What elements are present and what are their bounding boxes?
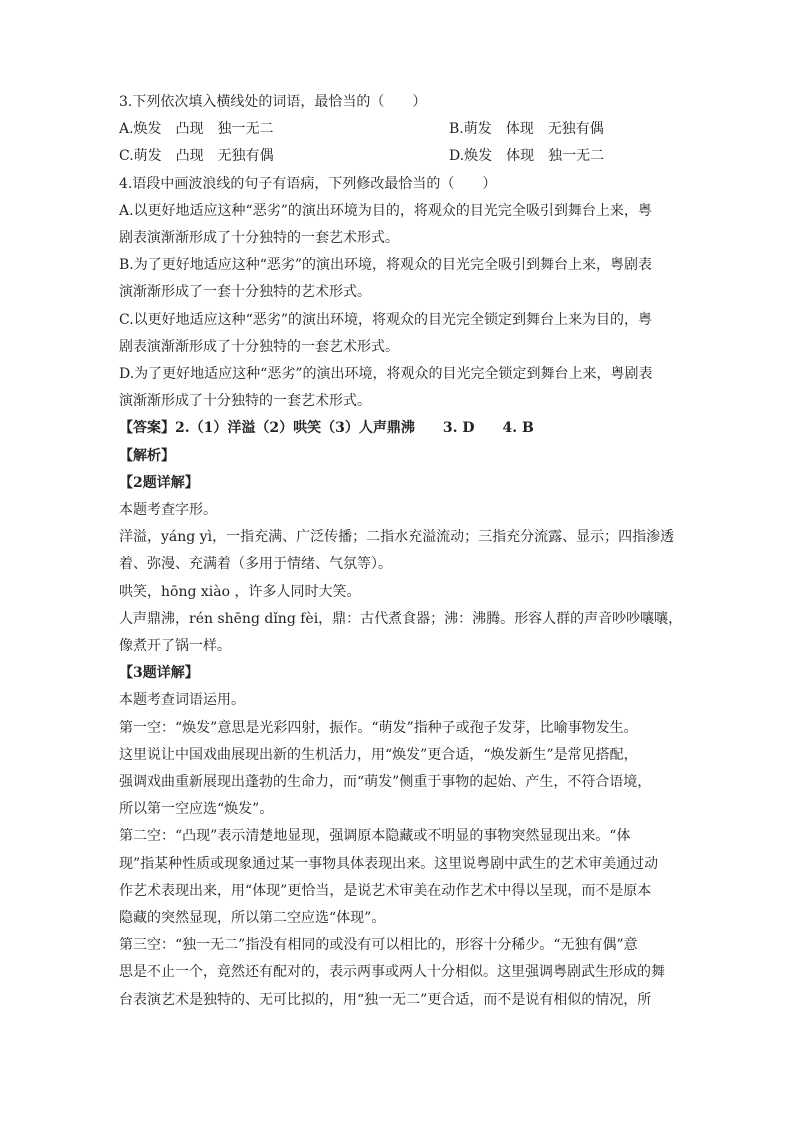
text-line: 作艺术表现出来，用“体现”更恰当，是说艺术审美在动作艺术中得以呈现，而不是原本 bbox=[119, 882, 652, 899]
text-line: A.以更好地适应这种“恶劣”的演出环境为目的，将观众的目光完全吸引到舞台上来，粤 bbox=[119, 202, 652, 219]
text-line: 第三空：“独一无二”指没有相同的或没有可以相比的，形容十分稀少。“无独有偶”意 bbox=[119, 937, 638, 954]
text-line: 3.下列依次填入横线处的词语，最恰当的（ ） bbox=[119, 94, 427, 110]
text-line: 4.语段中画波浪线的句子有语病，下列修改最恰当的（ ） bbox=[119, 175, 497, 192]
text-line: 着、弥漫、充满着（多用于情绪、气氛等）。 bbox=[119, 556, 392, 573]
section-heading: 【3题详解】 bbox=[119, 665, 199, 682]
text-line: C.以更好地适应这种“恶劣”的演出环境，将观众的目光完全锁定到舞台上来为目的，粤 bbox=[119, 311, 652, 328]
option-right: D.焕发 体现 独一无二 bbox=[449, 148, 605, 165]
text-line: 第二空：“凸现”表示清楚地显现，强调原本隐藏或不明显的事物突然显现出来。“体 bbox=[119, 828, 631, 845]
option-left: C.萌发 凸现 无独有偶 bbox=[119, 148, 274, 165]
text-line: 所以第一空应选“焕发”。 bbox=[119, 801, 274, 818]
option-row bbox=[119, 120, 679, 138]
option-row bbox=[119, 147, 679, 165]
option-left: A.焕发 凸现 独一无二 bbox=[119, 121, 274, 138]
option-right: B.萌发 体现 无独有偶 bbox=[449, 121, 604, 138]
text-line: 哄笑，hōng xiào ，许多人同时大笑。 bbox=[119, 583, 361, 600]
text-line: 第一空：“焕发”意思是光彩四射，振作。“萌发”指种子或孢子发芽，比喻事物发生。 bbox=[119, 719, 638, 736]
text-line: 演渐渐形成了十分独特的一套艺术形式。 bbox=[119, 393, 371, 410]
text-line: 隐藏的突然显现，所以第二空应选“体现”。 bbox=[119, 910, 386, 926]
text-line: 强调戏曲重新展现出蓬勃的生命力，而“萌发”侧重于事物的起始、产生，不符合语境， bbox=[119, 774, 652, 790]
text-line: 本题考查字形。 bbox=[119, 502, 217, 518]
section-heading: 【解析】 bbox=[119, 447, 175, 464]
text-line: 像煮开了锅一样。 bbox=[119, 638, 231, 654]
text-line: 现”指某种性质或现象通过某一事物具体表现出来。这里说粤剧中武生的艺术审美通过动 bbox=[119, 855, 659, 872]
text-line: 洋溢，yáng yì，一指充满、广泛传播；二指水充溢流动；三指充分流露、显示；四指渗透 bbox=[119, 529, 675, 546]
text-line: 演渐渐形成了一套十分独特的艺术形式。 bbox=[119, 284, 371, 301]
text-line: 剧表演渐渐形成了十分独特的一套艺术形式。 bbox=[119, 230, 399, 246]
text-line: 这里说让中国戏曲展现出新的生机活力，用“焕发”更合适，“焕发新生”是常见搭配， bbox=[119, 746, 638, 763]
text-line: D.为了更好地适应这种“恶劣”的演出环境，将观众的目光完全锁定到舞台上来，粤剧表 bbox=[119, 366, 653, 382]
text-line: B.为了更好地适应这种“恶劣”的演出环境，将观众的目光完全吸引到舞台上来，粤剧表 bbox=[119, 257, 653, 274]
text-line: 台表演艺术是独特的、无可比拟的，用“独一无二”更合适，而不是说有相似的情况，所 bbox=[119, 991, 652, 1008]
text-line: 剧表演渐渐形成了十分独特的一套艺术形式。 bbox=[119, 338, 399, 355]
text-line: 本题考查词语运用。 bbox=[119, 692, 245, 709]
text-line: 思是不止一个，竟然还有配对的，表示两事或两人十分相似。这里强调粤剧武生形成的舞 bbox=[119, 964, 665, 981]
section-heading: 【2题详解】 bbox=[119, 474, 199, 491]
section-heading: 【答案】2.（1）洋溢（2）哄笑（3）人声鼎沸 3. D 4. B bbox=[119, 420, 534, 437]
text-line: 人声鼎沸，rén shēng dǐng fèi，鼎：古代煮食器；沸：沸腾。形容人群的声音吵吵嚷嚷， bbox=[119, 610, 683, 627]
